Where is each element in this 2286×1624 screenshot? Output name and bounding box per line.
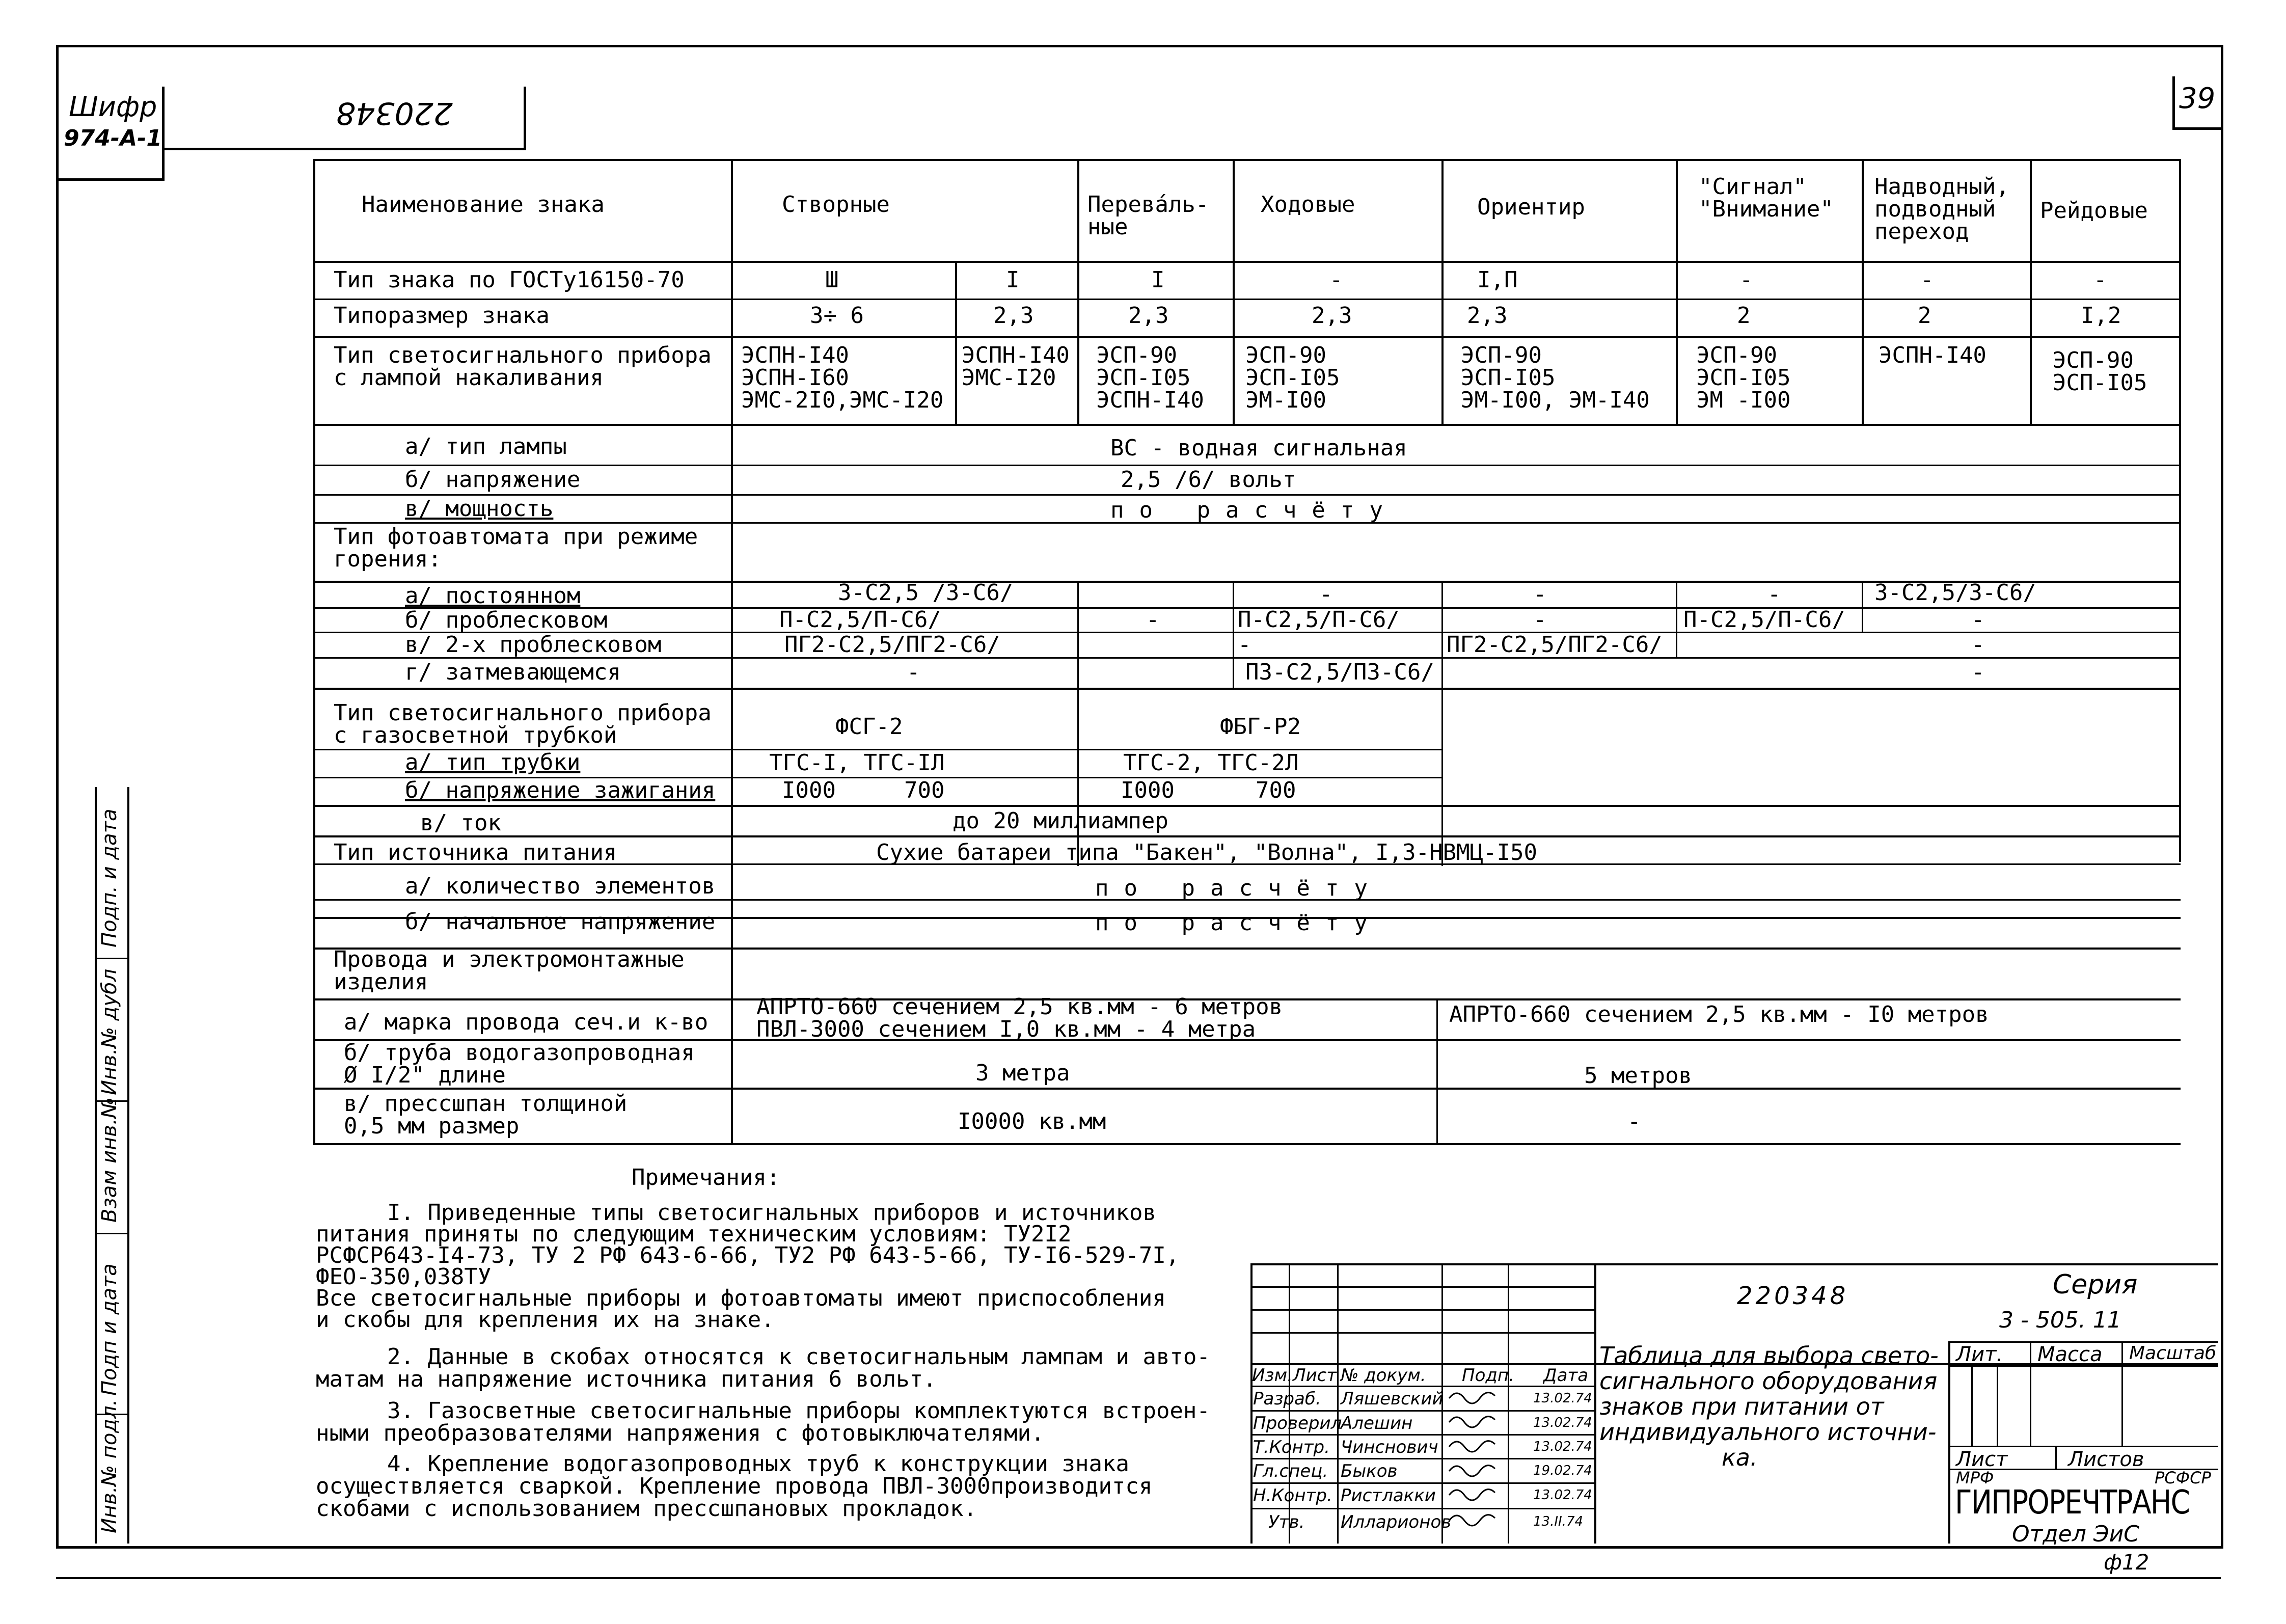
tb-date: 13.02.74	[1533, 1439, 1592, 1454]
photo-d-c4: ПЗ-С2,5/ПЗ-С6/	[1245, 659, 1434, 685]
cipher-value: 974-А-1	[64, 125, 162, 151]
hdr-orientir: Ориентир	[1477, 194, 1585, 220]
tb-role: Проверил	[1253, 1413, 1342, 1433]
page-number: 39	[2179, 82, 2216, 115]
wires-a-right: АПРТО-660 сечением 2,5 кв.мм - I0 метров	[1449, 1002, 1989, 1027]
wires-label: Провода и электромонтажные изделия	[334, 946, 685, 995]
gost-label: Тип знака по ГОСТу16150-70	[334, 267, 685, 293]
tb-h-podp: Подп.	[1462, 1365, 1514, 1386]
photo-c-c1: ПГ2-С2,5/ПГ2-С6/	[784, 632, 1000, 658]
photo-a-c1: З-С2,5 /З-С6/	[838, 580, 1014, 606]
tb-h-list: Лист	[1293, 1365, 1337, 1386]
row-line	[313, 336, 2181, 338]
power-a-value: по расчёту	[1095, 875, 1383, 901]
tb-org: ГИПРОРЕЧТРАНС	[1955, 1484, 2190, 1522]
wires-b-label: б/ труба водогазопроводная Ø I/2" длине	[344, 1040, 695, 1088]
photo-div	[1441, 581, 1443, 866]
stamp-vzam-inv: Взам инв.№	[98, 1097, 121, 1223]
size-c2: 2,3	[993, 303, 1034, 329]
gas-c-value: до 20 миллиампер	[953, 808, 1168, 834]
photo-a-c5: -	[1533, 581, 1547, 607]
wires-c-left: I0000 кв.мм	[958, 1108, 1106, 1134]
table-bottom	[313, 1143, 2181, 1145]
tb-row	[1250, 1309, 1594, 1311]
tb-mass: Масса	[2037, 1343, 2103, 1366]
tb-col	[2055, 1446, 2057, 1469]
gas-a-label: а/ тип трубки	[405, 749, 581, 775]
tb-name: Чинснович	[1341, 1437, 1438, 1457]
cipher-label: Шифр	[69, 91, 157, 123]
tb-role: Т.Контр.	[1253, 1437, 1330, 1457]
row-line	[313, 1088, 2181, 1090]
power-a-label: а/ количество элементов	[405, 873, 716, 899]
note-2: 2. Данные в скобах относятся к светосигнальным лампам и авто- матам на напряжение источника питания 6 вольт.	[316, 1344, 1210, 1392]
stamp-divider	[95, 1233, 127, 1234]
photo-a-label: а/ постоянном	[405, 583, 581, 609]
photo-b-c4: П-С2,5/П-С6/	[1238, 607, 1400, 633]
photo-div	[1676, 581, 1677, 657]
hdr-div	[1233, 159, 1235, 424]
tb-h-date: Дата	[1543, 1365, 1589, 1386]
tb-name: Алешин	[1341, 1413, 1413, 1433]
tb-dept: Отдел ЭиС	[2012, 1521, 2139, 1547]
tb-name: Ристлакки	[1341, 1485, 1436, 1506]
tb-col	[1337, 1263, 1339, 1544]
tb-format: ф12	[2104, 1550, 2149, 1575]
stamp-inv-dubl: Инв.№ дубл	[98, 968, 121, 1095]
tb-org-left: МРФ	[1956, 1468, 1994, 1487]
lamp-type-label: а/ тип лампы	[405, 434, 567, 459]
gas-device-1: ФСГ-2	[835, 714, 903, 740]
gas-b-2a: I000	[1121, 777, 1175, 803]
wires-c-label: в/ прессшпан толщиной 0,5 мм размер	[344, 1091, 628, 1139]
tb-role: Разраб.	[1253, 1389, 1321, 1409]
size-c3: 2,3	[1128, 303, 1169, 329]
lamp-voltage-value: 2,5 /6/ вольт	[1121, 467, 1296, 493]
wires-div	[1436, 998, 1438, 1143]
lamp-device-c3: ЭСП-90 ЭСП-I05 ЭСПН-I40	[1096, 342, 1204, 413]
signature-marks	[1444, 1386, 1508, 1538]
tb-series-value: 3 - 505. 11	[1999, 1307, 2121, 1333]
archive-number: 220348	[336, 95, 453, 131]
tb-col	[2030, 1341, 2031, 1446]
tb-row	[1250, 1332, 1594, 1334]
photo-label: Тип фотоавтомата при режиме горения:	[334, 524, 698, 572]
tb-row	[1250, 1482, 1594, 1484]
stamp-podp-data-1: Подп и дата	[98, 1263, 121, 1396]
photo-c-c7: -	[1971, 632, 1985, 658]
photo-c-label: в/ 2-х проблесковом	[405, 632, 662, 658]
gost-c8: -	[2093, 267, 2107, 293]
hdr-khodovye: Ходовые	[1261, 192, 1355, 218]
size-c1: 3÷ 6	[810, 303, 864, 329]
lamp-device-c7: ЭСПН-I40	[1879, 342, 1986, 368]
photo-b-c3: -	[1146, 607, 1160, 633]
gost-c7: -	[1920, 267, 1934, 293]
wires-a-left: АПРТО-660 сечением 2,5 кв.мм - 6 метров ПВЛ-3000 сечением I,0 кв.мм - 4 метра	[756, 994, 1283, 1042]
hdr-div	[2030, 159, 2032, 424]
tb-row	[1250, 1508, 1594, 1509]
tb-row	[1250, 1286, 1594, 1288]
table-left	[313, 159, 315, 1143]
tb-sheet: Лист	[1956, 1448, 2008, 1471]
photo-d-c7: -	[1971, 659, 1985, 685]
gas-label: Тип светосигнального прибора с газосветной трубкой	[334, 700, 712, 748]
row-line	[313, 465, 2181, 466]
photo-b-label: б/ проблесковом	[405, 607, 608, 633]
tb-col	[1508, 1263, 1509, 1544]
tb-scale: Масштаб	[2129, 1343, 2217, 1364]
size-c6: 2	[1737, 303, 1751, 329]
size-c8: I,2	[2081, 303, 2121, 329]
hdr-div	[955, 261, 957, 424]
tb-row	[1948, 1446, 2218, 1447]
gost-c3: I	[1151, 267, 1165, 293]
hdr-perevalnye: Перевáль- ные	[1087, 192, 1209, 240]
hdr-nadvodny: Надводный, подводный переход	[1874, 174, 2009, 245]
power-label: Тип источника питания	[334, 840, 617, 865]
gas-b-1b: 700	[904, 777, 945, 803]
hdr-div	[1862, 159, 1864, 424]
gost-c2: I	[1006, 267, 1020, 293]
tb-name: Ляшевский	[1341, 1389, 1444, 1409]
gost-c6: -	[1739, 267, 1753, 293]
hdr-div	[1441, 159, 1444, 424]
hdr-div	[1077, 159, 1079, 424]
row-line	[313, 424, 2181, 426]
photo-div	[1862, 581, 1863, 632]
photo-a-c6: -	[1767, 581, 1781, 607]
tb-h-doc: № докум.	[1341, 1365, 1426, 1386]
lamp-device-c1: ЭСПН-I40 ЭСПН-I60 ЭМС-2I0,ЭМС-I20	[741, 342, 944, 413]
row-line	[313, 494, 2181, 496]
power-b-label: б/ начальное напряжение	[405, 909, 716, 935]
gas-a-1: ТГС-I, ТГС-IЛ	[769, 750, 945, 776]
tb-left	[1250, 1263, 1253, 1544]
photo-div	[1233, 581, 1234, 688]
lamp-device-label: Тип светосигнального прибора с лампой накаливания	[334, 342, 712, 391]
hdr-signal: "Сигнал" "Внимание"	[1699, 174, 1834, 222]
note-3: 3. Газосветные светосигнальные приборы комплектуются встроен- ными преобразователями напряжения с фотовыключателями.	[316, 1398, 1210, 1446]
tb-col	[2121, 1341, 2123, 1446]
tb-title: Таблица для выбора свето- сигнального оборудования знаков при питании от индивидуального источни- ка.	[1599, 1342, 1939, 1471]
tb-row	[1250, 1434, 1594, 1436]
tb-role: Гл.спец.	[1253, 1461, 1328, 1481]
row-line	[313, 835, 2181, 837]
tb-title-divider	[1948, 1341, 1950, 1544]
hdr-div	[1676, 159, 1678, 424]
lamp-device-c4: ЭСП-90 ЭСП-I05 ЭМ-I00	[1245, 342, 1340, 413]
tb-h-izm: Изм.	[1252, 1365, 1293, 1386]
tb-row	[1948, 1365, 2218, 1367]
stamp-inv-podl: Инв.№ подл.	[98, 1399, 121, 1533]
lamp-device-c2: ЭСПН-I40 ЭМС-I20	[962, 342, 1070, 391]
tb-doc-number: 220348	[1737, 1282, 1849, 1310]
tb-date: 13.02.74	[1533, 1415, 1592, 1430]
power-value: Сухие батареи типа "Бакен", "Волна", I,3-НВМЦ-I50	[876, 840, 1538, 865]
row-line	[313, 805, 2181, 807]
wires-b-right: 5 метров	[1584, 1063, 1692, 1089]
tb-col	[1997, 1365, 1998, 1446]
note-4: 4. Крепление водогазопроводных труб к конструкции знака осуществляется сваркой. Крепление провода ПВЛ-3000производится скобами с использованием прессшпановых прокладок.	[316, 1451, 1153, 1522]
tb-col	[1594, 1263, 1596, 1544]
tb-name: Быков	[1341, 1461, 1398, 1481]
tb-series-label: Серия	[2053, 1269, 2138, 1300]
hdr-reidovye: Рейдовые	[2040, 198, 2148, 224]
notes-title: Примечания:	[632, 1165, 780, 1190]
photo-b-c1: П-С2,5/П-С6/	[779, 607, 941, 633]
row-line	[313, 899, 2181, 901]
gas-device-2: ФБГ-Р2	[1220, 714, 1301, 740]
gost-c1: Ш	[825, 267, 839, 293]
lamp-device-c8: ЭСП-90 ЭСП-I05	[2053, 347, 2147, 396]
row-line	[313, 688, 2181, 690]
wires-c-right: -	[1627, 1108, 1641, 1134]
tb-lit: Лит.	[1956, 1343, 2003, 1366]
hdr-name: Наименование знака	[362, 192, 605, 218]
row-line	[313, 299, 2181, 300]
stamp-divider	[95, 958, 127, 959]
wires-b-left: 3 метра	[975, 1060, 1070, 1086]
row-line	[313, 261, 2181, 263]
photo-b-c7: -	[1971, 607, 1985, 633]
size-c4: 2,3	[1312, 303, 1352, 329]
gas-b-1a: I000	[782, 777, 836, 803]
tb-role: Утв.	[1268, 1512, 1305, 1532]
lamp-power-label: в/ мощность	[405, 496, 554, 522]
note-1: I. Приведенные типы светосигнальных приборов и источников питания приняты по следующим техническим условиям: ТУ2I2 РСФСР643-I4-73, ТУ 2 РФ 643-6-66, ТУ2 РФ 643-5-66, ТУ-I6-529-7I, ФЕО-350,038ТУ Все светосигнальные приборы и фотоавтоматы имеют приспособления и скобы для крепления их на знаке.	[316, 1200, 1180, 1333]
lamp-voltage-label: б/ напряжение	[405, 467, 581, 493]
photo-b-c5: -	[1533, 607, 1547, 633]
tb-name: Илларионов	[1341, 1512, 1452, 1532]
tb-date: 13.02.74	[1533, 1391, 1592, 1406]
lamp-device-c5: ЭСП-90 ЭСП-I05 ЭМ-I00, ЭМ-I40	[1461, 342, 1650, 413]
photo-d-c1: -	[907, 659, 920, 685]
stamp-podp-data-2: Подп. и дата	[98, 808, 121, 948]
power-b-value: по расчёту	[1095, 910, 1383, 936]
photo-a-c7: З-С2,5/З-С6/	[1874, 580, 2036, 606]
tb-row	[1250, 1458, 1594, 1459]
bottom-outline	[56, 1577, 2221, 1579]
tb-date: 19.02.74	[1533, 1463, 1592, 1478]
gas-c-label: в/ ток	[420, 810, 501, 836]
size-c7: 2	[1918, 303, 1931, 329]
photo-a-c4: -	[1319, 581, 1333, 607]
gost-c4: -	[1329, 267, 1343, 293]
tb-sheets: Листов	[2068, 1448, 2144, 1471]
wires-a-label: а/ марка провода сеч.и к-во	[344, 1009, 709, 1035]
photo-b-c6: П-С2,5/П-С6/	[1683, 607, 1845, 633]
tb-col	[1971, 1365, 1973, 1446]
hdr-stvornye: Створные	[782, 192, 890, 218]
gost-c5: I,П	[1477, 267, 1518, 293]
gas-b-label: б/ напряжение зажигания	[405, 777, 716, 803]
gas-a-2: ТГС-2, ТГС-2Л	[1123, 750, 1299, 776]
size-label: Типоразмер знака	[334, 303, 550, 329]
table-right	[2179, 159, 2181, 862]
tb-top	[1250, 1263, 2218, 1265]
gas-b-2b: 700	[1256, 777, 1296, 803]
tb-date: 13.II.74	[1533, 1514, 1584, 1529]
size-c5: 2,3	[1467, 303, 1508, 329]
tb-row	[1250, 1410, 1594, 1412]
table-top	[313, 159, 2181, 161]
label-col-divider	[731, 159, 733, 1143]
tb-date: 13.02.74	[1533, 1487, 1592, 1503]
photo-c-c5: ПГ2-С2,5/ПГ2-С6/	[1447, 632, 1663, 658]
photo-c-c3: -	[1238, 632, 1251, 658]
tb-role: Н.Контр.	[1253, 1485, 1332, 1506]
lamp-power-value: по расчёту	[1110, 497, 1398, 523]
lamp-device-c6: ЭСП-90 ЭСП-I05 ЭМ -I00	[1696, 342, 1791, 413]
lamp-type-value: ВС - водная сигнальная	[1110, 435, 1407, 461]
photo-d-label: г/ затмевающемся	[405, 659, 621, 685]
tb-row	[1250, 1386, 1594, 1387]
tb-org-right: РСФСР	[2155, 1468, 2211, 1487]
